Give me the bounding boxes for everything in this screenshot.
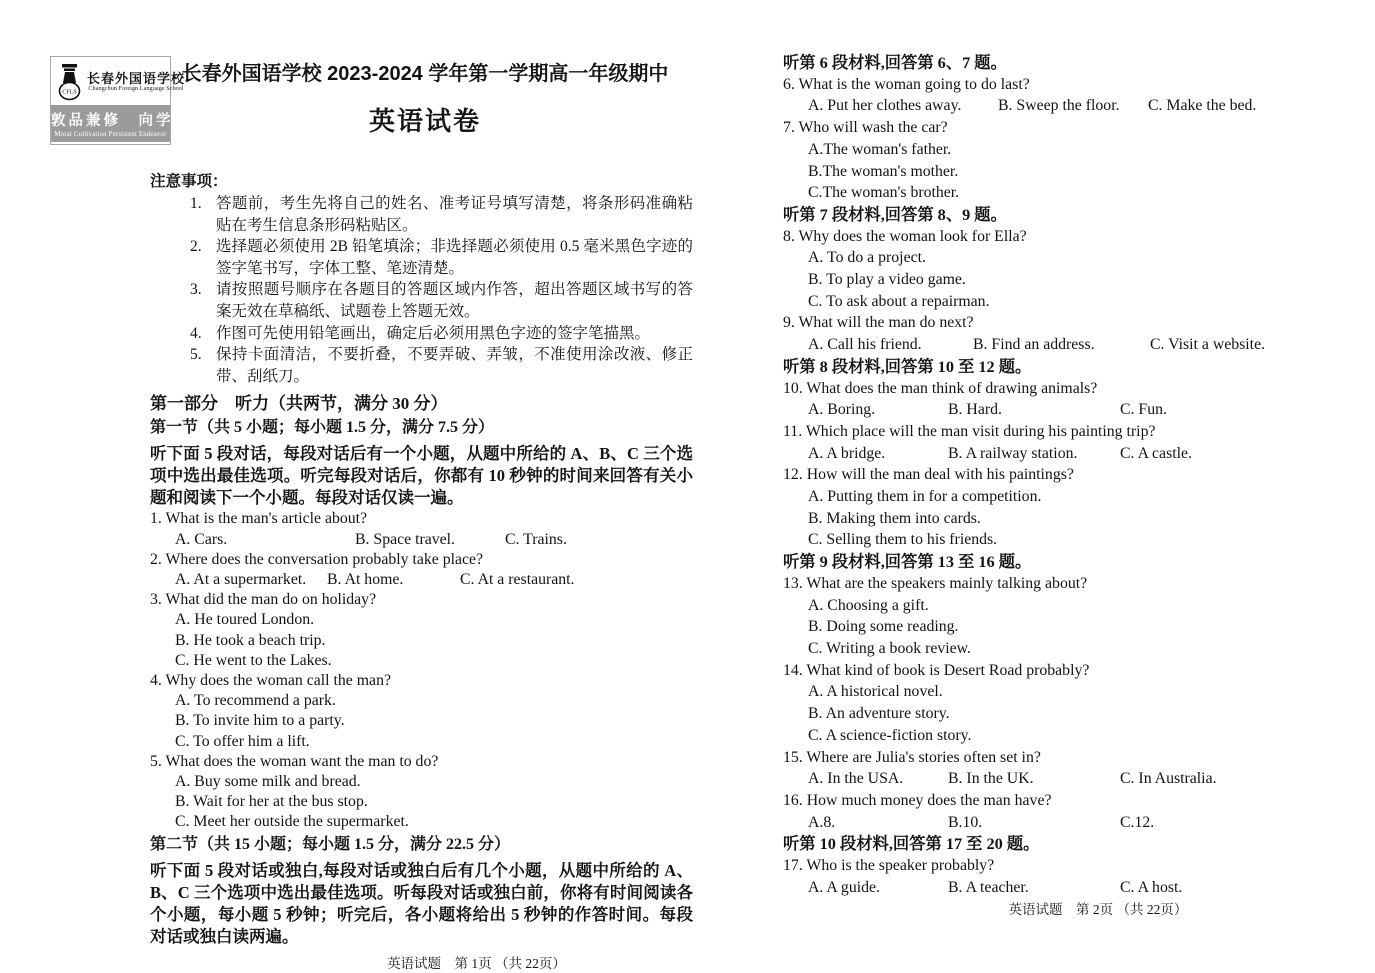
option: A. Choosing a gift. [808, 596, 929, 614]
notice-text: 请按照题号顺序在各题目的答题区域内作答，超出答题区域书写的答案无效在草稿纸、试题卷上答题无效。 [216, 281, 693, 320]
notice-number: 3. [190, 281, 202, 299]
school-motto-en: Moral Cultivation Persistent Endeavor [54, 131, 167, 138]
options-stack [783, 681, 1363, 746]
part1-heading: 第一部分 听力（共两节，满分 30 分） [150, 394, 448, 414]
question-text: 3. What did the man do on holiday? [150, 591, 377, 609]
material-heading: 听第 7 段材料,回答第 8、9 题。 [783, 204, 1007, 224]
question-block [783, 421, 1363, 464]
notice-text: 保持卡面清洁，不要折叠，不要弄破、弄皱，不准使用涂改液、修正带、刮纸刀。 [216, 346, 693, 385]
school-logo-top [51, 57, 186, 105]
options-row [783, 877, 1363, 899]
options-stack [150, 772, 693, 833]
option: C. Selling them to his friends. [808, 531, 998, 549]
options-stack [150, 691, 693, 752]
question-block [783, 464, 1363, 551]
options-row [783, 443, 1363, 465]
options-stack [783, 139, 1363, 204]
notice-number: 5. [190, 346, 202, 364]
option: B. Find an address. [973, 336, 1095, 354]
question-text: 14. What kind of book is Desert Road probably? [783, 661, 1090, 679]
question-block [783, 790, 1363, 833]
question-text: 5. What does the woman want the man to do? [150, 752, 439, 770]
section1-intro: 听下面 5 段对话，每段对话后有一个小题，从题中所给的 A、B、C 三个选项中选出最佳选项。听完每段对话后，你都有 10 秒钟的时间来回答有关小题和阅读下一个小题。每段对话仅读一遍。 [150, 444, 693, 508]
option: A. A guide. [808, 878, 880, 896]
option: A. A bridge. [808, 444, 886, 462]
option: C. To ask about a repairman. [808, 292, 990, 310]
option: A.8. [808, 813, 836, 831]
question-text: 17. Who is the speaker probably? [783, 857, 995, 875]
option: A. He toured London. [175, 611, 315, 629]
page-2 [783, 52, 1363, 919]
page-1 [45, 50, 695, 973]
material-heading: 听第 9 段材料,回答第 13 至 16 题。 [783, 552, 1032, 572]
option: B.10. [948, 813, 983, 831]
notice-item [150, 279, 693, 322]
material-heading: 听第 6 段材料,回答第 6、7 题。 [783, 53, 1007, 72]
option: C. A science-fiction story. [808, 726, 972, 744]
material-heading: 听第 8 段材料,回答第 10 至 12 题。 [783, 356, 1032, 376]
option: A. Buy some milk and bread. [175, 772, 361, 790]
question-block [783, 660, 1363, 747]
question-text: 9. What will the man do next? [783, 314, 974, 332]
option: A. Boring. [808, 401, 876, 419]
notice-heading: 注意事项： [150, 173, 228, 190]
option: C.The woman's brother. [808, 184, 960, 202]
question-block [150, 509, 693, 549]
option: A. To do a project. [808, 249, 926, 267]
question-block [783, 378, 1363, 421]
question-block [150, 590, 693, 671]
question-text: 12. How will the man deal with his paintings? [783, 466, 1074, 484]
question-block [783, 312, 1363, 355]
options-row [783, 812, 1363, 834]
question-text: 6. What is the woman going to do last? [783, 75, 1030, 93]
option: C. Make the bed. [1148, 97, 1257, 115]
option: B. He took a beach trip. [175, 631, 326, 649]
options-row [783, 95, 1363, 117]
option: C. In Australia. [1120, 770, 1217, 788]
option: B. To invite him to a party. [175, 712, 345, 730]
emblem-letters: CFLS [62, 89, 77, 96]
option: A. In the USA. [808, 770, 904, 788]
option: C. Visit a website. [1150, 336, 1266, 354]
notice-text: 作图可先使用铅笔画出，确定后必须用黑色字迹的签字笔描黑。 [216, 324, 651, 342]
option: C. At a restaurant. [460, 570, 575, 588]
question-text: 15. Where are Julia's stories often set in? [783, 748, 1041, 766]
option: B. An adventure story. [808, 705, 950, 723]
option: B. In the UK. [948, 770, 1034, 788]
option: A.The woman's father. [808, 140, 952, 158]
option: A. Call his friend. [808, 336, 922, 354]
option: C.12. [1120, 813, 1155, 831]
options-stack [783, 247, 1363, 312]
question-block [783, 226, 1363, 313]
exam-subtitle: 英语试卷 [368, 106, 481, 136]
option: B.The woman's mother. [808, 162, 959, 180]
option: A. Put her clothes away. [808, 97, 962, 115]
options-stack [783, 595, 1363, 660]
option: B. At home. [327, 570, 404, 588]
option: B. Making them into cards. [808, 509, 981, 527]
option: C. A castle. [1120, 444, 1192, 462]
option: B. Doing some reading. [808, 618, 959, 636]
question-block [150, 671, 693, 752]
option: B. A teacher. [948, 878, 1029, 896]
option: A. Putting them in for a competition. [808, 488, 1042, 506]
option: C. He went to the Lakes. [175, 651, 332, 669]
notice-item [150, 236, 693, 279]
option: C. A host. [1120, 878, 1183, 896]
option: C. Fun. [1120, 401, 1167, 419]
option: B. Wait for her at the bus stop. [175, 793, 368, 811]
option: B. To play a video game. [808, 271, 966, 289]
exam-title: 长春外国语学校 2023-2024 学年第一学期高一年级期中 [181, 63, 669, 85]
options-row [150, 530, 693, 550]
section2-heading: 第二节（共 15 小题；每小题 1.5 分，满分 22.5 分） [150, 835, 511, 853]
school-emblem-icon [57, 63, 82, 101]
notice-item [150, 193, 693, 236]
school-motto-cn: 敦品兼修 向学笃行 [51, 113, 209, 129]
question-block [150, 752, 693, 833]
question-text: 7. Who will wash the car? [783, 119, 948, 137]
page-1-content [150, 171, 693, 973]
question-block [783, 855, 1363, 898]
question-text: 13. What are the speakers mainly talking about? [783, 574, 1088, 592]
option: A. A historical novel. [808, 683, 943, 701]
notice-text: 答题前，考生先将自己的姓名、准考证号填写清楚，将条形码准确粘贴在考生信息条形码粘贴区。 [216, 195, 693, 234]
option: C. Trains. [505, 530, 567, 548]
question-text: 1. What is the man's article about? [150, 510, 368, 528]
page-footer: 英语试题 第 1页 （共 22页） [387, 955, 566, 971]
option: C. Meet her outside the supermarket. [175, 813, 409, 831]
option: C. To offer him a lift. [175, 732, 310, 750]
question-text: 4. Why does the woman call the man? [150, 671, 391, 689]
school-names [87, 72, 185, 92]
option: A. At a supermarket. [175, 570, 307, 588]
page-footer: 英语试题 第 2页 （共 22页） [1008, 902, 1188, 918]
option: A. Cars. [175, 530, 228, 548]
options-stack [150, 610, 693, 671]
question-block [783, 74, 1363, 117]
option: B. A railway station. [948, 444, 1078, 462]
section2-intro: 听下面 5 段对话或独白,每段对话或独白后有几个小题，从题中所给的 A、B、C 三个选项中选出最佳选项。听每段对话或独白前，你将有时间阅读各个小题，每小题 5 秒钟；听完后，各小题将给出 5 秒钟的作答时间。每段对话或独白读两遍。 [150, 860, 693, 946]
options-row [783, 334, 1363, 356]
notice-number: 1. [190, 195, 202, 212]
question-text: 2. Where does the conversation probably take place? [150, 550, 484, 568]
option: B. Hard. [948, 401, 1002, 419]
option: A. To recommend a park. [175, 692, 336, 710]
question-text: 10. What does the man think of drawing animals? [783, 379, 1098, 397]
question-block [783, 747, 1363, 790]
notice-item [150, 344, 693, 387]
option: B. Sweep the floor. [998, 97, 1120, 115]
question-block [783, 117, 1363, 204]
option: B. Space travel. [355, 530, 456, 548]
question-block [150, 550, 693, 590]
notice-text: 选择题必须使用 2B 铅笔填涂；非选择题必须使用 0.5 毫米黑色字迹的签字笔书写，字体工整、笔迹清楚。 [216, 238, 693, 277]
section1-heading: 第一节（共 5 小题；每小题 1.5 分，满分 7.5 分） [150, 419, 495, 437]
options-stack [783, 486, 1363, 551]
question-text: 16. How much money does the man have? [783, 791, 1052, 809]
school-logo [50, 56, 209, 145]
options-row [783, 768, 1363, 790]
school-name-en: Changchun Foreign Language School [88, 84, 184, 92]
notice-number: 2. [190, 238, 202, 256]
question-text: 8. Why does the woman look for Ella? [783, 227, 1027, 245]
options-row [783, 399, 1363, 421]
material-heading: 听第 10 段材料,回答第 17 至 20 题。 [783, 834, 1040, 854]
notice-item [150, 323, 693, 345]
school-name-cn: 长春外国语学校 [87, 70, 186, 86]
notice-number: 4. [190, 324, 202, 342]
school-motto-bar [51, 105, 209, 142]
exam-header [155, 50, 695, 138]
question-block [783, 573, 1363, 660]
question-text: 11. Which place will the man visit during his painting trip? [783, 422, 1156, 440]
options-row [150, 570, 693, 590]
option: C. Writing a book review. [808, 639, 972, 657]
